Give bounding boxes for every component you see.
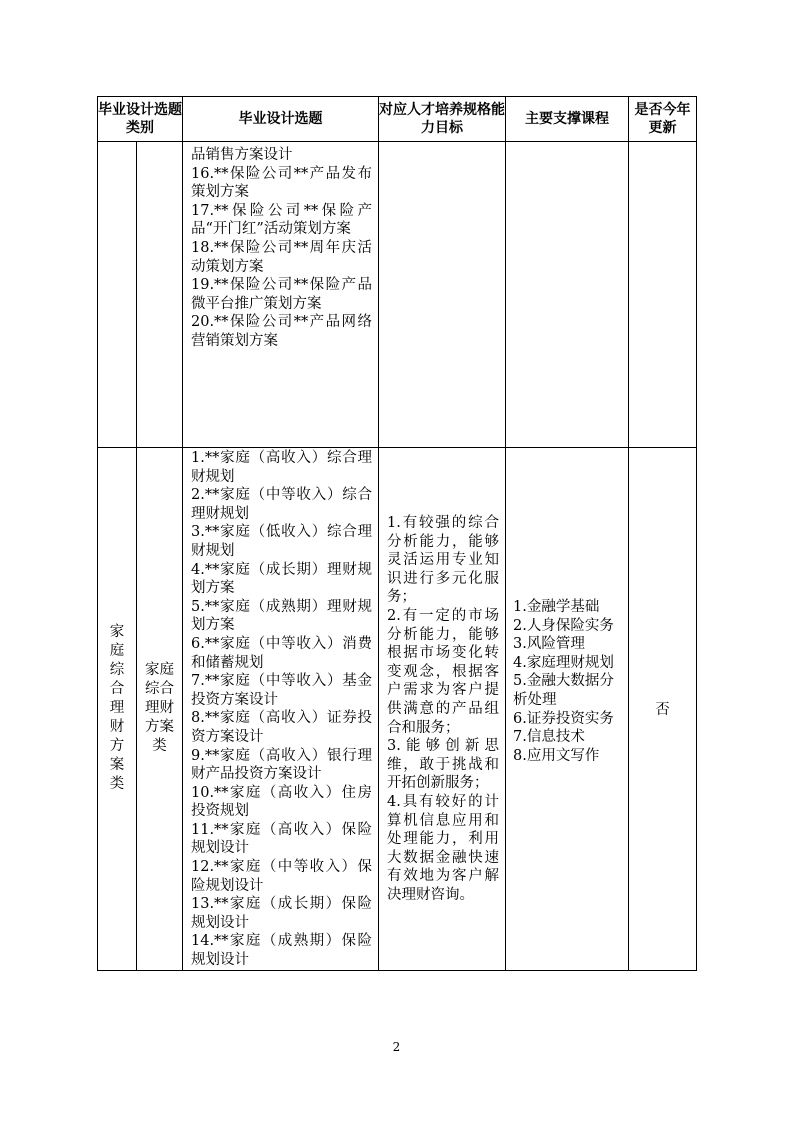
category-sub-cell bbox=[137, 448, 183, 971]
updated-value: 否 bbox=[655, 702, 670, 719]
topic-item: 7.**家庭（中等收入）基金投资方案设计 bbox=[191, 673, 372, 708]
topic-item: 5.**家庭（成熟期）理财规划方案 bbox=[191, 598, 372, 634]
topics-cell bbox=[183, 142, 379, 448]
topic-item: 9.**家庭（高收入）银行理财产品投资方案设计 bbox=[191, 747, 372, 783]
topics-table bbox=[97, 96, 697, 971]
topic-item: 14.**家庭（成熟期）保险规划设计 bbox=[191, 933, 372, 969]
topic-item: 品销售方案设计 bbox=[191, 147, 293, 163]
header-courses: 主要支撑课程 bbox=[506, 97, 629, 142]
goals-cell bbox=[379, 142, 506, 448]
topic-item: 20.**保险公司**产品网络营销策划方案 bbox=[191, 314, 372, 349]
topic-item: 16.**保险公司**产品发布策划方案 bbox=[191, 165, 372, 201]
table-row bbox=[98, 448, 697, 971]
course-item: 7.信息技术 bbox=[513, 729, 585, 746]
goal-item: 1.有较强的综合分析能力，能够灵活运用专业知识进行多元化服务； bbox=[387, 515, 499, 606]
course-item: 5.金融大数据分析处理 bbox=[513, 673, 614, 708]
header-updated: 是否今年更新 bbox=[629, 97, 697, 142]
course-item: 4.家庭理财规划 bbox=[513, 654, 614, 671]
header-topic: 毕业设计选题 bbox=[183, 97, 379, 142]
topic-item: 4.**家庭（成长期）理财规划方案 bbox=[191, 561, 372, 597]
course-item: 8.应用文写作 bbox=[513, 747, 600, 764]
goal-item: 2.有一定的市场分析能力，能够根据市场变化转变观念，根据客户需求为客户提供满意的产品组合和服务； bbox=[387, 607, 499, 736]
category-main-label: 家庭综合理财方案类 bbox=[109, 624, 125, 793]
goal-item: 3.能够创新思维，敢于挑战和开拓创新服务； bbox=[387, 738, 499, 792]
goal-item: 4.具有较好的计算机信息应用和处理能力，利用大数据金融快速有效地为客户解决理财咨询。 bbox=[387, 793, 499, 903]
topic-item: 1.**家庭（高收入）综合理财规划 bbox=[191, 450, 372, 485]
course-item: 6.证券投资实务 bbox=[513, 710, 614, 727]
topic-item: 2.**家庭（中等收入）综合理财规划 bbox=[191, 487, 372, 522]
courses-cell bbox=[506, 142, 629, 448]
topic-item: 13.**家庭（成长期）保险规划设计 bbox=[191, 896, 372, 931]
table-row bbox=[98, 142, 697, 448]
category-main-cell bbox=[98, 448, 137, 971]
topic-item: 12.**家庭（中等收入）保险规划设计 bbox=[191, 859, 372, 894]
goals-cell bbox=[379, 448, 506, 971]
header-ability-goals: 对应人才培养规格能力目标 bbox=[379, 97, 506, 142]
category-sub-cell bbox=[137, 142, 183, 448]
topic-item: 17.**保险公司**保险产品“开门红”活动策划方案 bbox=[191, 202, 372, 238]
topic-item: 10.**家庭（高收入）住房投资规划 bbox=[191, 784, 372, 820]
page-number: 2 bbox=[392, 1040, 401, 1054]
topic-item: 18.**保险公司**周年庆活动策划方案 bbox=[191, 239, 372, 275]
category-sub-label: 家庭综合理财方案类 bbox=[144, 662, 174, 755]
topic-item: 11.**家庭（高收入）保险规划设计 bbox=[191, 821, 372, 857]
topic-item: 3.**家庭（低收入）综合理财规划 bbox=[191, 524, 372, 559]
topics-cell bbox=[183, 448, 379, 971]
topic-item: 8.**家庭（高收入）证券投资方案设计 bbox=[191, 710, 372, 745]
course-item: 1.金融学基础 bbox=[513, 599, 600, 615]
courses-cell bbox=[506, 448, 629, 971]
header-category: 毕业设计选题类别 bbox=[98, 97, 183, 142]
table-header-row bbox=[98, 97, 697, 142]
topic-item: 6.**家庭（中等收入）消费和储蓄规划 bbox=[191, 635, 372, 671]
course-item: 2.人身保险实务 bbox=[513, 617, 614, 634]
category-main-cell bbox=[98, 142, 137, 448]
course-item: 3.风险管理 bbox=[513, 636, 585, 653]
updated-cell bbox=[629, 448, 697, 971]
topic-item: 19.**保险公司**保险产品微平台推广策划方案 bbox=[191, 277, 372, 312]
updated-cell bbox=[629, 142, 697, 448]
